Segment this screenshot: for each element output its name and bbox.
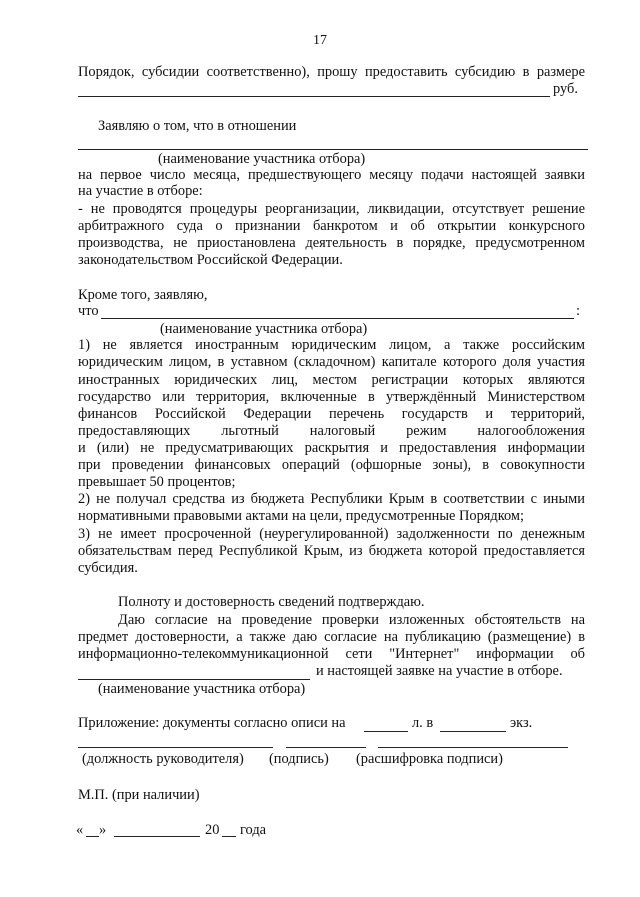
participant-name-blank-3 — [78, 679, 310, 680]
attachment-prefix: Приложение: документы согласно описи на — [78, 715, 346, 731]
text-line-16: финансов Российской Федерации перечень государств и территорий, — [78, 406, 585, 422]
confirmation-line: Полноту и достоверность сведений подтверждаю. — [118, 594, 425, 610]
participant-caption-3: (наименование участника отбора) — [98, 681, 306, 697]
consent-line-4: и настоящей заявке на участие в отборе. — [316, 663, 563, 679]
text-line-4: на первое число месяца, предшествующего месяцу подачи настоящей заявки — [78, 167, 585, 183]
text-line-11-head: что — [78, 303, 99, 319]
text-line-1: Порядок, субсидии соответственно), прошу предоставить субсидию в размере — [78, 64, 585, 80]
attachment-suffix: экз. — [510, 715, 533, 731]
date-open-quote: « — [76, 822, 84, 838]
position-caption: (должность руководителя) — [82, 751, 244, 767]
text-line-15: государство или территория, включенные в утверждённый Министерством — [78, 389, 585, 405]
attachment-copies-blank — [440, 731, 506, 732]
date-year-prefix: 20 — [205, 822, 220, 838]
participant-caption-1: (наименование участника отбора) — [158, 151, 366, 167]
text-line-19: при проведении финансовых операций (офшорные зоны), в совокупности — [78, 457, 585, 473]
text-line-6: - не проводятся процедуры реорганизации, ликвидации, отсутствует решение — [78, 201, 585, 217]
participant-name-blank-1 — [78, 149, 588, 150]
position-blank — [78, 747, 273, 748]
subsidy-amount-blank — [78, 96, 550, 97]
date-year-blank — [222, 836, 236, 837]
text-line-5: на участие в отборе: — [78, 183, 203, 199]
text-line-18: и (или) не предусматривающих раскрытия и предоставления информации — [78, 440, 585, 456]
participant-name-blank-2 — [101, 318, 574, 319]
text-line-8: производства, не приостановлена деятельность в порядке, предусмотренном — [78, 235, 585, 251]
text-line-10: Кроме того, заявляю, — [78, 287, 208, 303]
date-close-quote: » — [99, 822, 107, 838]
consent-line-3: информационно-телекоммуникационной сети "Интернет" информации об — [78, 646, 585, 662]
text-line-21: 2) не получал средства из бюджета Республики Крым в соответствии с иными — [78, 491, 585, 507]
signature-decode-blank — [378, 747, 568, 748]
text-line-11-tail: : — [576, 303, 580, 319]
currency-label: руб. — [553, 81, 578, 97]
attachment-mid: л. в — [412, 715, 434, 731]
date-month-blank — [114, 836, 200, 837]
signature-caption: (подпись) — [269, 751, 329, 767]
text-line-7: арбитражного суда о признании банкротом и об открытии конкурсного — [78, 218, 585, 234]
text-line-24: обязательствам перед Республикой Крым, из бюджета которой предоставляется — [78, 543, 585, 559]
text-line-20: превышает 50 процентов; — [78, 474, 236, 490]
consent-line-2: предмет достоверности, а также даю согласие на публикацию (размещение) в — [78, 629, 585, 645]
participant-caption-2: (наименование участника отбора) — [160, 321, 368, 337]
stamp-note: М.П. (при наличии) — [78, 787, 200, 803]
text-line-14: иностранных юридических лиц, местом регистрации которых являются — [78, 372, 585, 388]
text-line-13: юридическим лицом, в уставном (складочном) капитале которого доля участия — [78, 354, 585, 370]
text-line-9: законодательством Российской Федерации. — [78, 252, 343, 268]
text-line-12: 1) не является иностранным юридическим лицом, а также российским — [78, 337, 585, 353]
signature-decode-caption: (расшифровка подписи) — [356, 751, 503, 767]
text-line-23: 3) не имеет просроченной (неурегулированной) задолженности по денежным — [78, 526, 585, 542]
date-year-suffix: года — [240, 822, 267, 838]
text-line-25: субсидия. — [78, 560, 138, 576]
date-day-blank — [86, 836, 99, 837]
signature-blank — [286, 747, 366, 748]
attachment-pages-blank — [364, 731, 408, 732]
text-line-17: предоставляющих льготный налоговый режим налогообложения — [78, 423, 585, 439]
page-number: 17 — [313, 33, 327, 48]
consent-line-1: Даю согласие на проведение проверки изложенных обстоятельств на — [118, 612, 585, 628]
text-line-22: нормативными правовыми актами на цели, предусмотренные Порядком; — [78, 508, 525, 524]
declaration-intro: Заявляю о том, что в отношении — [98, 118, 297, 134]
